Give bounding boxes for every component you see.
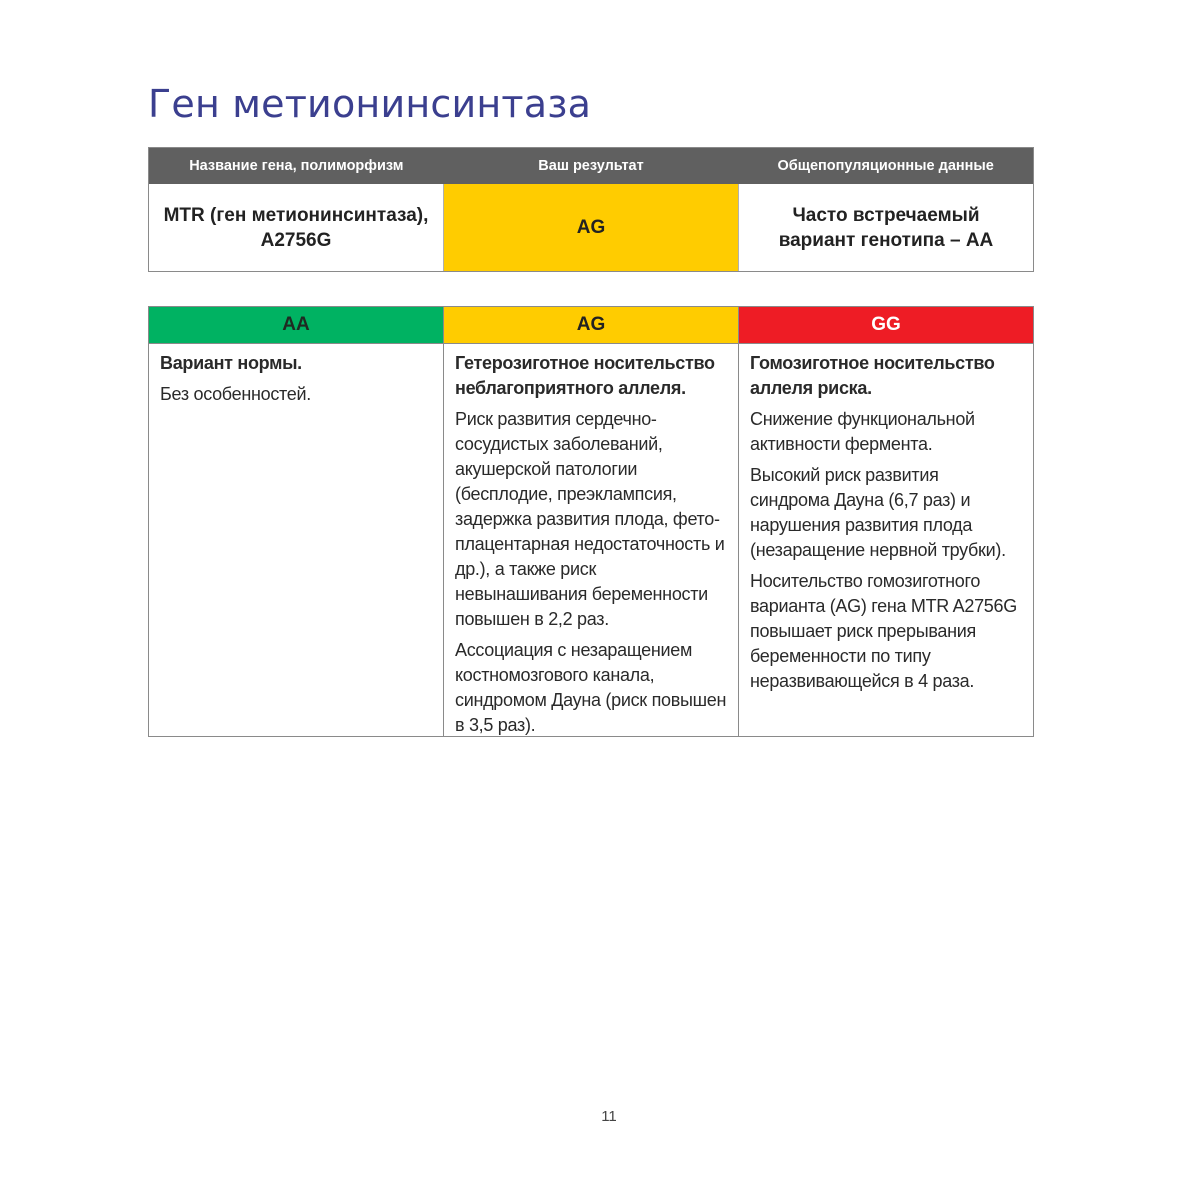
summary-body-row bbox=[149, 184, 1033, 271]
population-cell: Часто встречаемый вариант генотипа – AA bbox=[738, 184, 1033, 271]
genotype-column-ag bbox=[443, 307, 738, 736]
genotype-title-ag: Гетерозиготное носительство неблагоприятного аллеля. bbox=[455, 353, 715, 398]
page-number: 11 bbox=[601, 1108, 617, 1125]
header-your-result: Ваш результат bbox=[538, 158, 644, 174]
page-title: Ген метионинсинтаза bbox=[148, 82, 592, 126]
genotype-text: Без особенностей. bbox=[160, 384, 311, 404]
genotype-text: Ассоциация с незаращением костномозгового канала, синдромом Дауна (риск повышен в 3,5 раз). bbox=[455, 640, 727, 735]
header-population-data: Общепопуляционные данные bbox=[777, 158, 994, 174]
genotype-text: Риск развития сердечно-сосудистых заболеваний, акушерской патологии (бесплодие, преэклампсия, задержка развития плода, фето-плацентарная недостаточность и др.), а также риск невынашивания беременности повышен в 2,2 раз. bbox=[455, 409, 725, 629]
summary-header-row bbox=[149, 148, 1033, 184]
header-gene-name: Название гена, полиморфизм bbox=[189, 158, 404, 174]
genotype-title-gg: Гомозиготное носительство аллеля риска. bbox=[750, 353, 995, 398]
result-cell: AG bbox=[444, 184, 738, 271]
genotype-header-gg: GG bbox=[739, 307, 1033, 343]
genotype-text: Снижение функциональной активности фермента. bbox=[750, 409, 975, 454]
genotype-title-aa: Вариант нормы. bbox=[160, 353, 302, 373]
summary-table bbox=[148, 147, 1034, 272]
genotype-body-ag bbox=[444, 343, 738, 736]
genotype-body-aa bbox=[149, 343, 443, 736]
genotype-text: Высокий риск развития синдрома Дауна (6,7 раз) и нарушения развития плода (незаращение нервной трубки). bbox=[750, 465, 1006, 560]
genotype-body-gg bbox=[739, 343, 1033, 736]
genotype-table bbox=[148, 306, 1034, 737]
genotype-text: Носительство гомозиготного варианта (AG) гена MTR A2756G повышает риск прерывания беременности по типу неразвивающейся в 4 раза. bbox=[750, 571, 1017, 691]
genotype-column-gg bbox=[738, 307, 1033, 736]
genotype-header-ag: AG bbox=[444, 307, 738, 343]
genotype-header-aa: AA bbox=[149, 307, 443, 343]
gene-cell: MTR (ген метионинсинтаза), A2756G bbox=[149, 184, 444, 271]
genotype-column-aa bbox=[149, 307, 443, 736]
